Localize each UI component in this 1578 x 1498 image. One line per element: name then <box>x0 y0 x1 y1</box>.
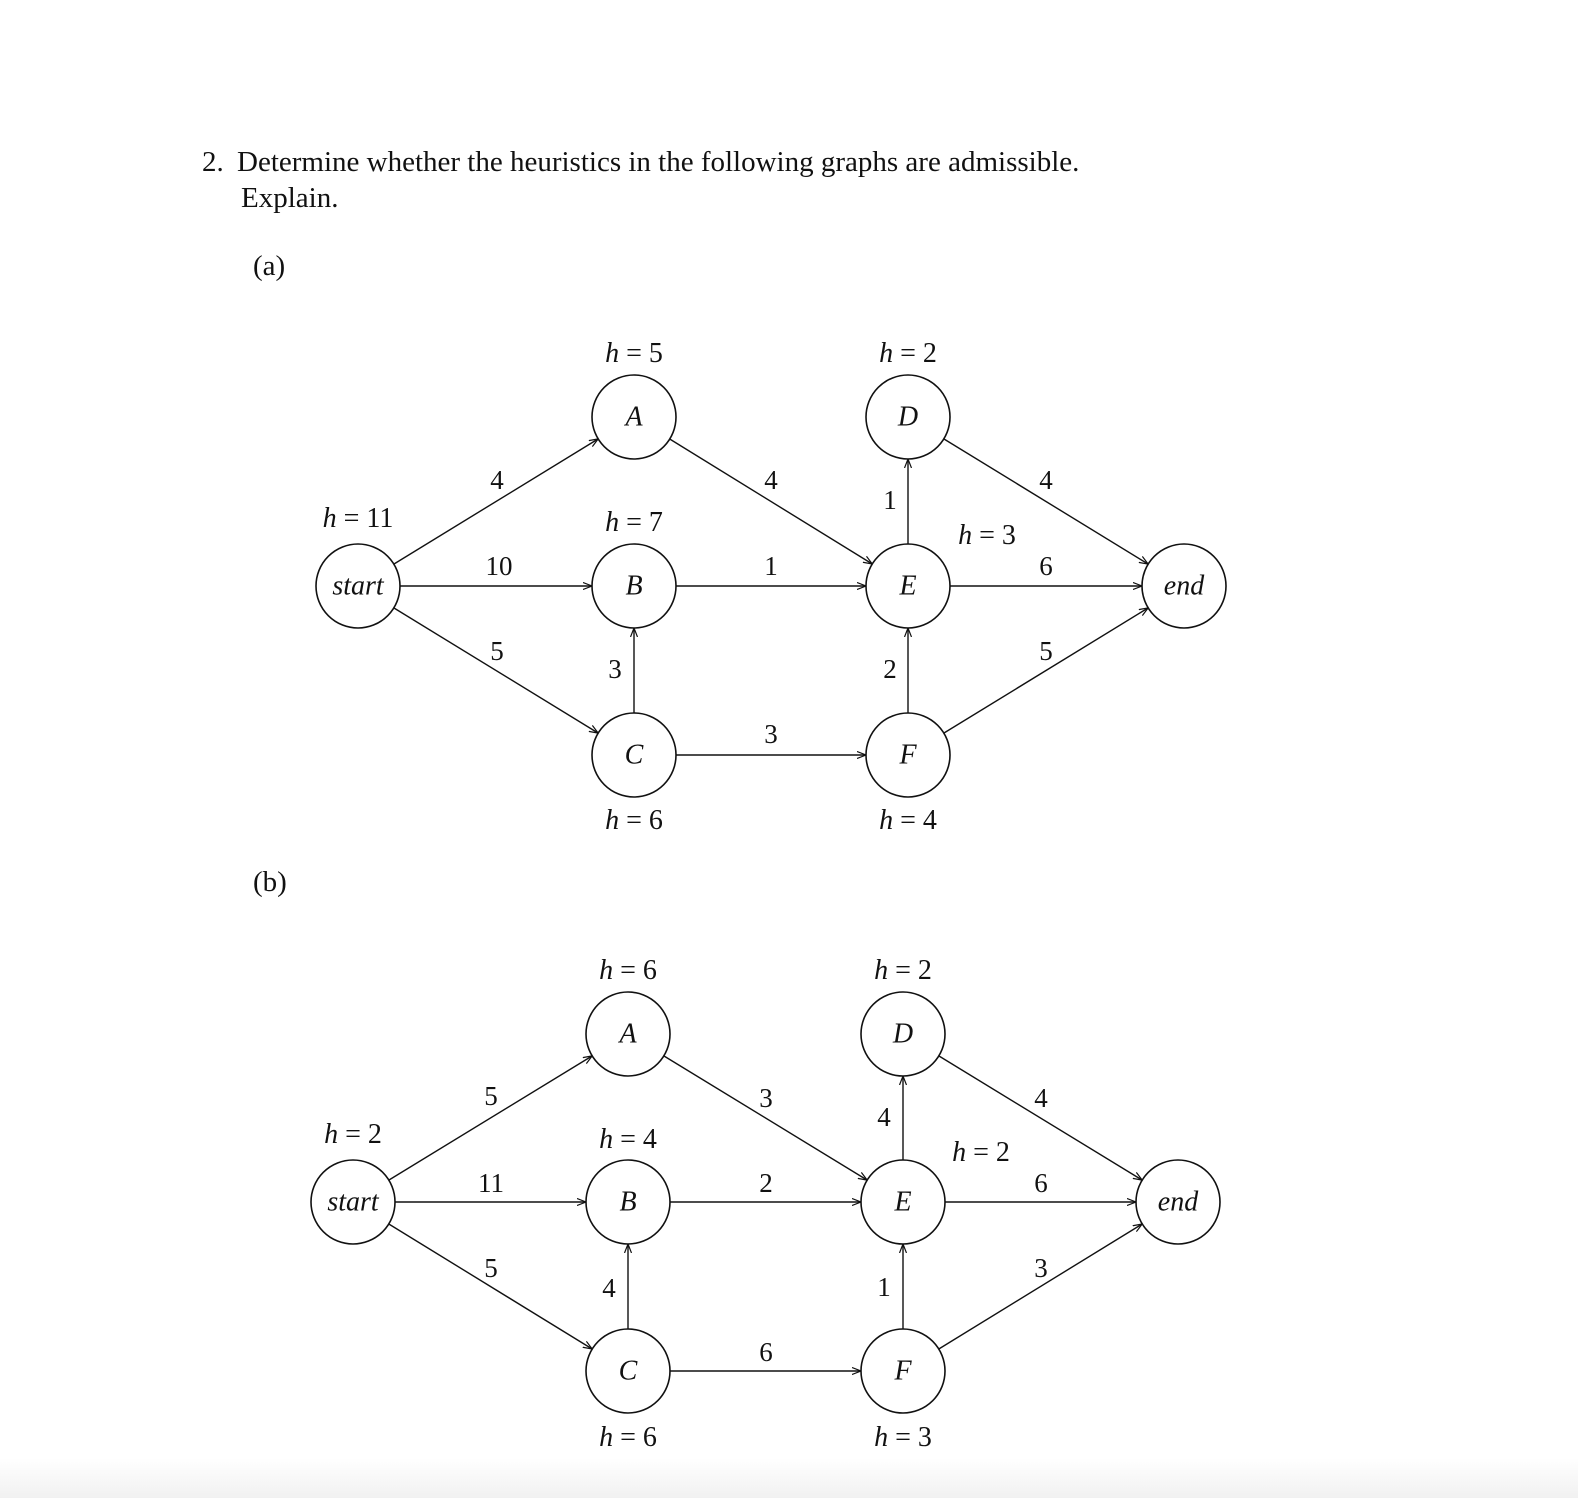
graph-b-edge-a-e <box>664 1056 867 1180</box>
part-b-label: (b) <box>253 866 287 898</box>
graph-a-weight-start-a: 4 <box>490 465 504 495</box>
graph-a-weight-start-b: 10 <box>485 551 513 581</box>
graph-a-weight-e-end: 6 <box>1039 551 1053 581</box>
graph-a-edge-start-a <box>394 439 598 564</box>
graph-a-heuristic-d: h = 2 <box>879 337 937 369</box>
question-line-2: Explain. <box>241 182 339 214</box>
graph-b-weight-c-f: 6 <box>759 1337 773 1367</box>
graph-b-heuristic-b: h = 4 <box>599 1123 657 1155</box>
graph-a <box>316 338 1226 836</box>
graph-a-weight-c-f: 3 <box>764 719 778 749</box>
graph-a-weight-f-end: 5 <box>1039 636 1053 666</box>
graph-b <box>311 955 1220 1453</box>
graph-b-node-start-label: start <box>327 1186 379 1218</box>
graph-a-heuristic-b: h = 7 <box>605 506 663 538</box>
graph-b-node-e-label: E <box>894 1186 912 1218</box>
graph-b-weight-e-d: 4 <box>877 1102 891 1132</box>
graph-b-edge-f-end <box>939 1224 1142 1349</box>
graph-b-node-c-label: C <box>618 1355 638 1387</box>
graph-a-edge-start-c <box>394 608 598 733</box>
graph-b-weight-start-c: 5 <box>484 1253 498 1283</box>
graph-b-heuristic-a: h = 6 <box>599 954 657 986</box>
question-text: Determine whether the heuristics in the following graphs are admissible. <box>237 146 1080 178</box>
graph-a-weight-e-d: 1 <box>883 485 897 515</box>
graph-b-weight-start-a: 5 <box>484 1081 498 1111</box>
graph-a-node-f-label: F <box>899 739 917 771</box>
graph-b-heuristic-start: h = 2 <box>324 1118 382 1150</box>
graph-a-node-d-label: D <box>897 401 919 433</box>
graph-a-node-e-label: E <box>899 570 917 602</box>
graph-a-node-b-label: B <box>625 570 643 602</box>
graph-a-heuristic-c: h = 6 <box>605 804 663 836</box>
graph-b-edge-start-c <box>389 1224 592 1349</box>
graph-b-weight-f-e: 1 <box>877 1272 891 1302</box>
graph-a-weight-start-c: 5 <box>490 636 504 666</box>
bottom-edge <box>0 1458 1578 1498</box>
graph-a-weight-a-e: 4 <box>764 465 778 495</box>
graph-b-node-b-label: B <box>619 1186 637 1218</box>
graph-a-edge-a-e <box>670 439 873 564</box>
graph-b-heuristic-f: h = 3 <box>874 1421 932 1453</box>
graph-a-weight-d-end: 4 <box>1039 465 1053 495</box>
graph-b-weight-a-e: 3 <box>759 1083 773 1113</box>
graph-b-weight-start-b: 11 <box>478 1168 504 1198</box>
graph-a-node-a-label: A <box>625 401 643 433</box>
graph-a-node-c-label: C <box>624 739 644 771</box>
graph-b-node-f-label: F <box>894 1355 912 1387</box>
graph-b-weight-e-end: 6 <box>1034 1168 1048 1198</box>
graph-a-weight-c-b: 3 <box>608 654 622 684</box>
graph-b-edge-start-a <box>389 1056 592 1180</box>
graph-a-weight-f-e: 2 <box>883 654 897 684</box>
graph-a-heuristic-f: h = 4 <box>879 804 937 836</box>
graph-a-heuristic-e: h = 3 <box>958 519 1016 551</box>
graph-b-node-d-label: D <box>892 1018 914 1050</box>
question-number: 2. <box>202 146 224 178</box>
graph-b-heuristic-c: h = 6 <box>599 1421 657 1453</box>
graph-b-node-a-label: A <box>619 1018 637 1050</box>
graph-a-weight-b-e: 1 <box>764 551 778 581</box>
graph-a-heuristic-a: h = 5 <box>605 337 663 369</box>
graph-b-weight-d-end: 4 <box>1034 1083 1048 1113</box>
graph-b-heuristic-e: h = 2 <box>952 1136 1010 1168</box>
graph-b-weight-b-e: 2 <box>759 1168 773 1198</box>
graph-b-weight-c-b: 4 <box>602 1273 616 1303</box>
graph-b-node-end-label: end <box>1157 1186 1199 1218</box>
graph-a-heuristic-start: h = 11 <box>322 502 394 534</box>
graph-a-node-end-label: end <box>1163 570 1205 602</box>
graph-a-edge-f-end <box>944 608 1148 733</box>
graph-b-weight-f-end: 3 <box>1034 1253 1048 1283</box>
graph-b-heuristic-d: h = 2 <box>874 954 932 986</box>
part-a-label: (a) <box>253 250 286 282</box>
graph-a-node-start-label: start <box>332 570 384 602</box>
